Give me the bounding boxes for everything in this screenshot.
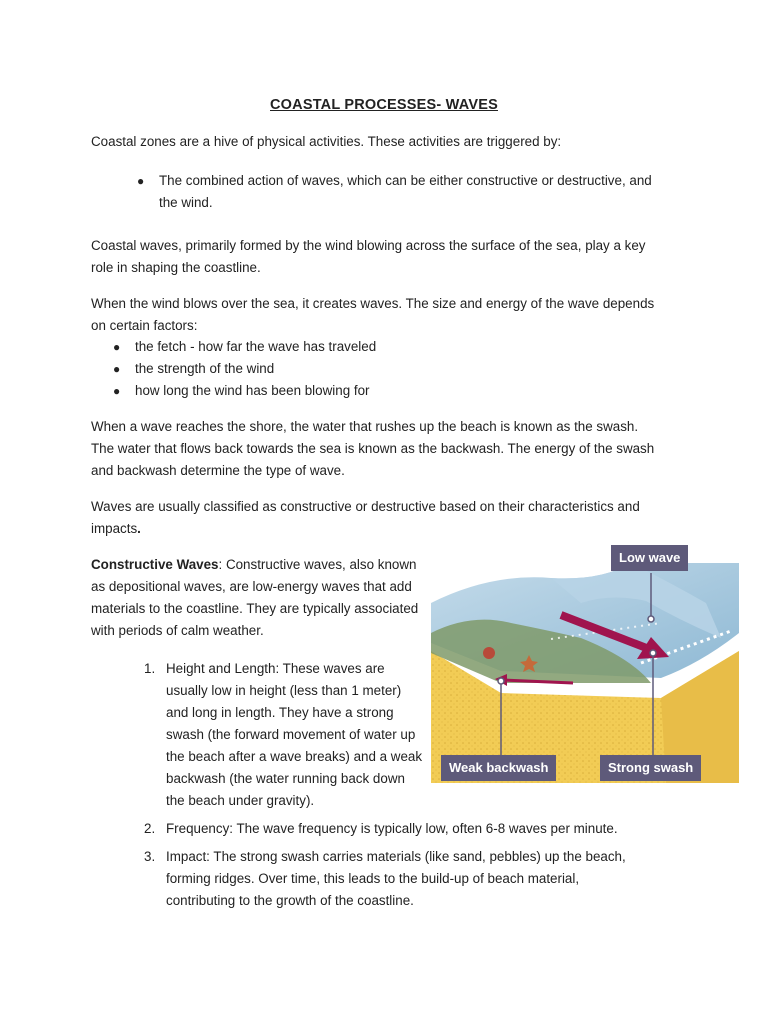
constructive-paragraph: Constructive Waves: Constructive waves, also known as depositional waves, are low-energy waves that add materials to the coastline. They are typically associated with periods of calm weather.	[91, 557, 419, 638]
constructive-heading: Constructive Waves	[91, 557, 219, 572]
page-title: COASTAL PROCESSES- WAVES	[270, 97, 498, 113]
formed-paragraph: Coastal waves, primarily formed by the wind blowing across the surface of the sea, play a key role in shaping the coastline.	[91, 238, 646, 275]
trigger-list	[137, 170, 679, 214]
bullet-icon: ●	[113, 384, 121, 398]
crab-icon	[483, 647, 495, 659]
factors-paragraph: When the wind blows over the sea, it creates waves. The size and energy of the wave depends on certain factors:	[91, 296, 655, 333]
list-item: ● The combined action of waves, which can be either constructive or destructive, and the wind.	[159, 170, 679, 214]
wave-illustration	[431, 543, 739, 783]
label-weak-backwash: Weak backwash	[441, 755, 556, 781]
list-item: ● the strength of the wind	[135, 358, 535, 380]
bullet-icon: ●	[137, 174, 145, 188]
factors-list	[113, 336, 535, 402]
list-item: 3. Impact: The strong swash carries materials (like sand, pebbles) up the beach, forming ridges. Over time, this leads to the build-up of beach material, contributing to the growth of the coastline.	[144, 849, 626, 908]
bullet-icon: ●	[113, 362, 121, 376]
bullet-icon: ●	[113, 340, 121, 354]
list-item: 2. Frequency: The wave frequency is typically low, often 6-8 waves per minute.	[144, 821, 618, 836]
list-item: ● how long the wind has been blowing for	[135, 380, 535, 402]
list-item: 1. Height and Length: These waves are usually low in height (less than 1 meter) and long in length. They have a strong swash (the forward movement of water up the beach after a wave breaks) and a weak backwash (the water running back down the beach under gravity).	[144, 661, 423, 808]
constructive-wave-diagram	[431, 543, 739, 783]
swash-paragraph: When a wave reaches the shore, the water that rushes up the beach is known as the swash. The water that flows back towards the sea is known as the backwash. The energy of the swash and backwash determine the type of wave.	[91, 419, 655, 478]
intro-paragraph: Coastal zones are a hive of physical activities. These activities are triggered by:	[91, 134, 562, 149]
list-item: ● the fetch - how far the wave has traveled	[135, 336, 535, 358]
label-low-wave: Low wave	[611, 545, 688, 571]
label-strong-swash: Strong swash	[600, 755, 701, 781]
classified-paragraph: Waves are usually classified as constructive or destructive based on their characteristics and impacts.	[91, 499, 640, 536]
